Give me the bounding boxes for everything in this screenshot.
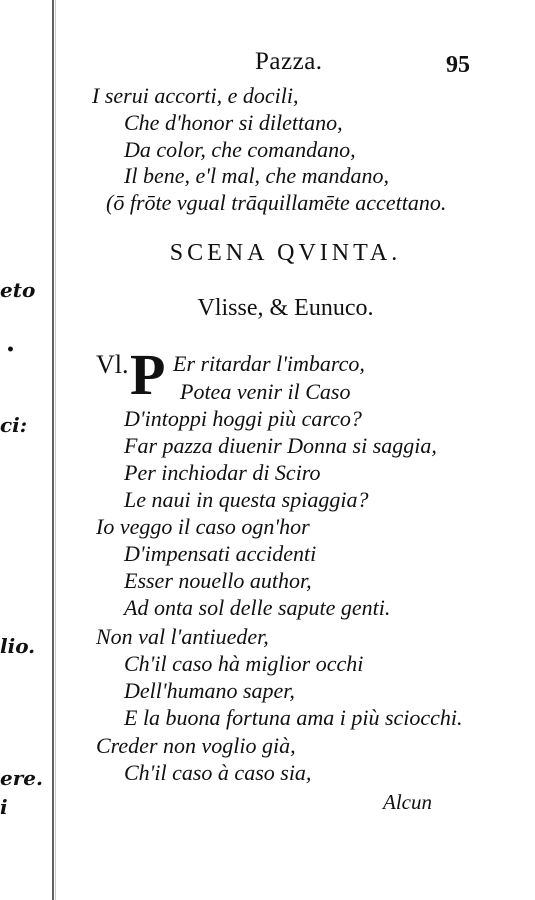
verse-line: (ō frōte vgual trāquillamēte accettano.: [106, 190, 447, 215]
verse-line: Da color, che comandano,: [124, 137, 356, 162]
margin-fragment-3: ci:: [0, 413, 28, 437]
catchword: Alcun: [383, 790, 432, 814]
verse-line: Per inchiodar di Sciro: [124, 460, 321, 485]
page-gutter-shadow: [55, 0, 56, 900]
margin-fragment-4: lio.: [0, 634, 36, 658]
verse-line: Il bene, e'l mal, che mandano,: [124, 163, 389, 188]
verse-line: Dell'humano saper,: [124, 678, 295, 703]
page-number: 95: [446, 52, 470, 78]
speaker-label: Vl.: [96, 350, 129, 379]
verse-line: D'impensati accidenti: [124, 541, 317, 566]
verse-line: D'intoppi hoggi più carco?: [124, 406, 362, 431]
verse-line: Ad onta sol delle sapute genti.: [124, 595, 391, 620]
verse-line: Che d'honor si dilettano,: [124, 110, 343, 135]
margin-fragment-5: ere.: [0, 766, 43, 790]
page-gutter-edge: [52, 0, 54, 900]
verse-line: I serui accorti, e docili,: [92, 83, 299, 108]
verse-line: Esser nouello author,: [124, 568, 312, 593]
verse-line: Ch'il caso hà miglior occhi: [124, 651, 364, 676]
verse-line: Non val l'antiueder,: [96, 624, 269, 649]
verse-line: Le naui in questa spiaggia?: [124, 487, 369, 512]
verse-line: E la buona fortuna ama i più sciocchi.: [124, 705, 463, 730]
verse-line: Ch'il caso à caso sia,: [124, 760, 312, 785]
running-head: Pazza.: [255, 48, 323, 75]
margin-fragment-2: •: [6, 342, 15, 358]
verse-line: Potea venir il Caso: [180, 379, 351, 404]
verse-line: Io veggo il caso ogn'hor: [96, 514, 310, 539]
scene-characters: Vlisse, & Eunuco.: [197, 295, 374, 321]
scene-title: SCENA QVINTA.: [169, 240, 402, 266]
verse-line: Far pazza diuenir Donna si saggia,: [124, 433, 437, 458]
drop-cap-initial: P: [130, 342, 166, 407]
verse-line: Creder non voglio già,: [96, 733, 296, 758]
page-header: [0, 48, 535, 80]
margin-fragment-6: i: [0, 795, 8, 819]
verse-line: Er ritardar l'imbarco,: [173, 351, 365, 376]
margin-fragment-1: eto: [0, 278, 36, 302]
